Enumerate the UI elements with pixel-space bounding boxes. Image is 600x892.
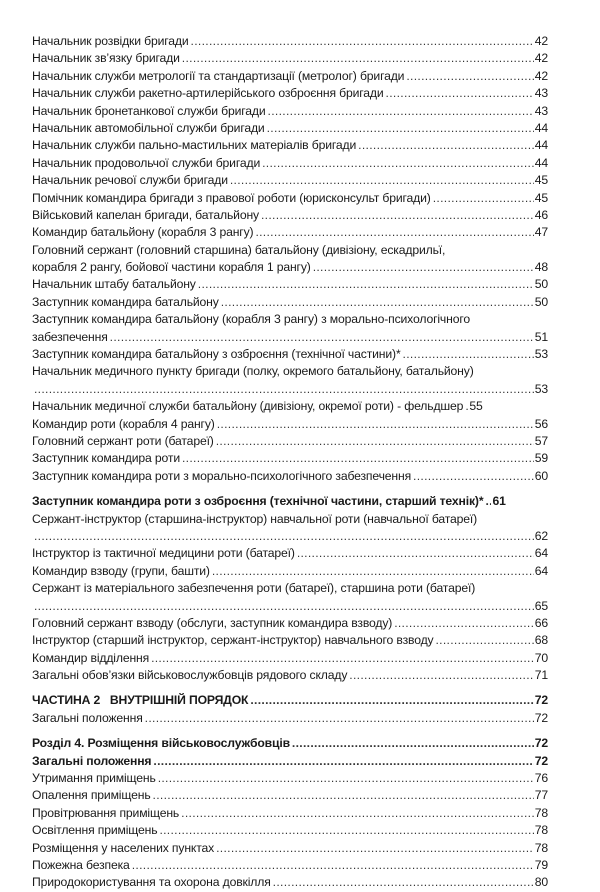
toc-entry[interactable] <box>32 190 548 207</box>
toc-entry[interactable] <box>32 120 548 137</box>
toc-entry-title: Помічник командира бригади з правової роботи (юрисконсульт бригади) <box>32 190 431 205</box>
toc-entry-page: 55 <box>469 399 483 414</box>
toc-entry-page: 50 <box>534 294 548 309</box>
toc-entry-title-line1: Головний сержант (головний старшина) батальйону (дивізіону, ескадрильї, <box>32 242 446 257</box>
toc-entry-page: 64 <box>534 546 548 561</box>
toc-leader-dots <box>217 416 534 433</box>
toc-entry-title: Командир роти (корабля 4 рангу) <box>32 416 215 431</box>
toc-entry[interactable] <box>32 207 548 224</box>
toc-leader-dots <box>267 120 534 137</box>
toc-entry-page: 76 <box>534 771 548 786</box>
toc-entry[interactable] <box>32 172 548 189</box>
toc-entry-page: 72 <box>534 693 548 708</box>
toc-entry-page: 43 <box>534 86 548 101</box>
toc-entry-page: 64 <box>534 563 548 578</box>
toc-entry[interactable] <box>32 433 548 450</box>
toc-entry-title: Утримання приміщень <box>32 771 156 786</box>
toc-entry[interactable] <box>32 840 548 857</box>
toc-entry-page: 45 <box>534 173 548 188</box>
toc-entry[interactable] <box>32 468 548 485</box>
toc-leader-dots <box>273 874 534 891</box>
toc-leader-dots <box>297 545 534 562</box>
toc-entry-title: Інструктор із тактичної медицини роти (батареї) <box>32 546 295 561</box>
toc-leader-dots <box>255 224 533 241</box>
toc-entry-title: Начальник зв’язку бригади <box>32 51 180 66</box>
toc-entry-page: 42 <box>534 68 548 83</box>
toc-entry-title: Загальні обов’язки військовослужбовців рядового складу <box>32 668 348 683</box>
toc-entry-title: ЧАСТИНА 2 ВНУТРІШНІЙ ПОРЯДОК <box>32 693 249 708</box>
toc-leader-dots <box>413 468 534 485</box>
toc-leader-dots <box>230 172 534 189</box>
toc-leader-dots <box>386 85 534 102</box>
toc-section-heading[interactable] <box>32 735 548 752</box>
toc-entry-title: Заступник командира роти з озброєння (технічної частини, старший технік)* <box>32 494 484 509</box>
toc-part-heading[interactable] <box>32 692 548 709</box>
toc-entry-title: Начальник розвідки бригади <box>32 34 189 48</box>
toc-entry-page: 80 <box>534 875 548 890</box>
toc-entry[interactable] <box>32 563 548 580</box>
toc-entry-page: 56 <box>534 416 548 431</box>
toc-entry-title: Начальник служби ракетно-артилерійського озброєння бригади <box>32 86 384 101</box>
toc-entry-title: Пожежна безпека <box>32 857 130 872</box>
toc-leader-dots <box>34 381 534 398</box>
toc-leader-dots <box>151 650 534 667</box>
toc-entry[interactable] <box>32 242 548 277</box>
toc-entry[interactable] <box>32 511 548 546</box>
toc-entry-title: Розміщення у населених пунктах <box>32 840 215 855</box>
toc-leader-dots <box>292 735 534 752</box>
toc-entry-title: Інструктор (старший інструктор, сержант-інструктор) навчального взводу <box>32 633 434 648</box>
toc-entry-title: Начальник автомобільної служби бригади <box>32 120 265 135</box>
toc-leader-dots <box>153 787 534 804</box>
toc-entry-page: 53 <box>534 347 548 362</box>
toc-leader-dots <box>250 692 533 709</box>
toc-entry[interactable] <box>32 85 548 102</box>
toc-entry[interactable] <box>32 632 548 649</box>
toc-leader-dots <box>313 259 534 276</box>
toc-leader-dots <box>406 68 533 85</box>
toc-entry[interactable] <box>32 294 548 311</box>
toc-entry-page: 46 <box>534 207 548 222</box>
toc-leader-dots <box>132 857 534 874</box>
toc-entry-page: 43 <box>534 103 548 118</box>
toc-entry-page: 79 <box>534 857 548 872</box>
toc-entry[interactable] <box>32 398 548 415</box>
toc-leader-dots <box>181 805 534 822</box>
toc-leader-dots <box>261 207 534 224</box>
toc-entry-title: Головний сержант роти (батареї) <box>32 433 214 448</box>
toc-entry-title-line1: Начальник медичного пункту бригади (полку, окремого батальйону, батальйону) <box>32 364 474 379</box>
toc-entry-title: Заступник командира батальйону <box>32 294 219 309</box>
toc-entry-page: 44 <box>534 138 548 153</box>
toc-entry[interactable] <box>32 103 548 120</box>
toc-entry-page: 44 <box>534 120 548 135</box>
toc-entry-page: 42 <box>534 34 548 48</box>
toc-entry[interactable] <box>32 667 548 684</box>
toc-entry[interactable] <box>32 710 548 727</box>
toc-entry[interactable] <box>32 874 548 891</box>
toc-entry-title: Начальник медичної служби батальйону (дивізіону, окремої роти) - фельдшер <box>32 399 464 414</box>
toc-leader-dots <box>198 276 534 293</box>
toc-leader-dots <box>268 103 534 120</box>
toc-leader-dots <box>182 450 534 467</box>
toc-entry-title: Командир взводу (групи, башти) <box>32 563 210 578</box>
toc-entry-page: 60 <box>534 468 548 483</box>
toc-entry-page: 62 <box>534 528 548 543</box>
toc-leader-dots <box>485 493 491 510</box>
toc-leader-dots <box>158 770 534 787</box>
toc-entry[interactable] <box>32 650 548 667</box>
toc-leader-dots <box>358 137 534 154</box>
toc-entry-title: Освітлення приміщень <box>32 823 158 838</box>
toc-entry[interactable] <box>32 224 548 241</box>
toc-entry-title-line1: Сержант-інструктор (старшина-інструктор) навчальної роти (навчальної батареї) <box>32 511 478 526</box>
toc-entry[interactable] <box>32 615 548 632</box>
toc-entry[interactable] <box>32 33 548 50</box>
toc-entry-title: Провітрювання приміщень <box>32 805 180 820</box>
toc-leader-dots <box>34 598 534 615</box>
toc-leader-dots <box>216 840 534 857</box>
toc-entry-page: 51 <box>534 329 548 344</box>
toc-leader-dots <box>403 346 534 363</box>
toc-entry-page: 71 <box>534 668 548 683</box>
toc-entry[interactable] <box>32 857 548 874</box>
toc-entry-title: Начальник речової служби бригади <box>32 173 228 188</box>
toc-leader-dots <box>159 822 533 839</box>
toc-entry-page: 66 <box>534 615 548 630</box>
toc-entry[interactable] <box>32 276 548 293</box>
toc-entry-title: Начальник бронетанкової служби бригади <box>32 103 266 118</box>
toc-entry[interactable] <box>32 805 548 822</box>
toc-leader-dots <box>435 632 533 649</box>
toc-entry-title: Заступник командира роти <box>32 451 180 466</box>
toc-entry-page: 78 <box>534 823 548 838</box>
toc-entry[interactable] <box>32 50 548 67</box>
toc-entry-title-line2: забезпечення <box>32 329 108 344</box>
toc-entry-title: Головний сержант взводу (обслуги, заступник командира взводу) <box>32 615 393 630</box>
toc-leader-dots <box>216 433 534 450</box>
toc-entry[interactable] <box>32 137 548 154</box>
toc-entry-page: 44 <box>534 155 548 170</box>
toc-entry-title: Природокористування та охорона довкілля <box>32 875 271 890</box>
toc-entry-title: Командир батальйону (корабля 3 рангу) <box>32 225 254 240</box>
toc-entry-page: 65 <box>534 598 548 613</box>
toc-entry-page: 42 <box>534 51 548 66</box>
toc-entry-page: 59 <box>534 451 548 466</box>
toc-entry-title: Заступник командира батальйону з озброєння (технічної частини)* <box>32 347 401 362</box>
toc-entry-title: Начальник служби метрології та стандартизації (метролог) бригади <box>32 68 405 83</box>
toc-entry-page: 72 <box>534 710 548 725</box>
toc-entry[interactable] <box>32 545 548 562</box>
toc-entry-title: Опалення приміщень <box>32 788 151 803</box>
toc-entry-title: Загальні положення <box>32 753 152 768</box>
toc-entry-page: 70 <box>534 650 548 665</box>
toc-entry-bold[interactable] <box>32 493 548 510</box>
toc-entry-bold[interactable] <box>32 753 548 770</box>
toc-entry-title: Військовий капелан бригади, батальйону <box>32 207 259 222</box>
toc-entry-title: Розділ 4. Розміщення військовослужбовців <box>32 736 290 751</box>
toc-entry-page: 78 <box>534 805 548 820</box>
toc-entry-title: Заступник командира роти з морально-психологічного забезпечення <box>32 468 412 483</box>
toc-entry-page: 57 <box>534 433 548 448</box>
toc-entry[interactable] <box>32 450 548 467</box>
toc-entry-page: 72 <box>534 753 548 768</box>
toc-entry-page: 45 <box>534 190 548 205</box>
toc-leader-dots <box>145 710 534 727</box>
toc-leader-dots <box>465 398 468 415</box>
toc-entry-title: Начальник штабу батальйону <box>32 277 196 292</box>
toc-entry-title-line2: корабля 2 рангу, бойової частини корабля 1 рангу) <box>32 260 311 275</box>
toc-entry-page: 77 <box>534 788 548 803</box>
toc-leader-dots <box>394 615 534 632</box>
toc-entry[interactable] <box>32 155 548 172</box>
toc-entry[interactable] <box>32 580 548 615</box>
toc-leader-dots <box>182 50 534 67</box>
toc-entry-title: Начальник служби пально-мастильних матеріалів бригади <box>32 138 357 153</box>
toc-entry-title-line1: Заступник командира батальйону (корабля 3 рангу) з морально-психологічного <box>32 312 470 327</box>
toc-entry-page: 48 <box>534 260 548 275</box>
toc-entry[interactable] <box>32 311 548 346</box>
toc-leader-dots <box>34 528 534 545</box>
toc-entry[interactable] <box>32 68 548 85</box>
toc-entry[interactable] <box>32 770 548 787</box>
toc-leader-dots <box>191 33 534 50</box>
toc-entry-title: Загальні положення <box>32 710 143 725</box>
toc-entry[interactable] <box>32 416 548 433</box>
toc-leader-dots <box>349 667 533 684</box>
table-of-contents <box>32 33 548 892</box>
toc-entry-page: 53 <box>534 381 548 396</box>
toc-entry-page: 72 <box>534 736 548 751</box>
toc-leader-dots <box>433 190 534 207</box>
toc-leader-dots <box>262 155 534 172</box>
toc-leader-dots <box>153 753 533 770</box>
toc-entry[interactable] <box>32 346 548 363</box>
toc-entry-page: 61 <box>492 494 506 509</box>
toc-entry[interactable] <box>32 787 548 804</box>
toc-entry-title: Командир відділення <box>32 650 150 665</box>
toc-entry-page: 68 <box>534 633 548 648</box>
toc-entry-title-line1: Сержант із матеріального забезпечення роти (батареї), старшина роти (батареї) <box>32 581 476 596</box>
toc-entry-page: 50 <box>534 277 548 292</box>
toc-entry-title: Начальник продовольчої служби бригади <box>32 155 261 170</box>
toc-leader-dots <box>212 563 534 580</box>
toc-leader-dots <box>221 294 534 311</box>
toc-entry[interactable] <box>32 822 548 839</box>
toc-leader-dots <box>110 329 534 346</box>
toc-entry-page: 78 <box>534 840 548 855</box>
toc-entry-page: 47 <box>534 225 548 240</box>
toc-entry[interactable] <box>32 363 548 398</box>
